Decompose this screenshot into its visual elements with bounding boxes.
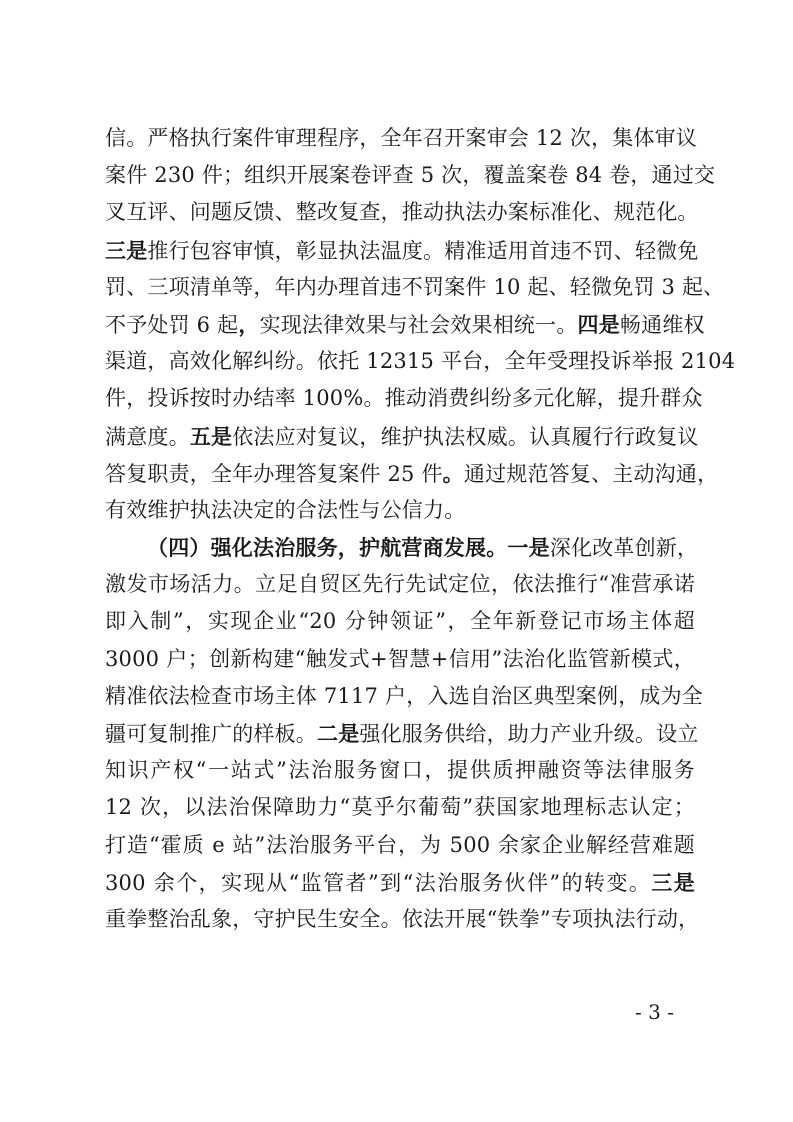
text-line: 有效维护执法决定的合法性与公信力。 [105,497,466,522]
section-heading: （四）强化法治服务，护航营商发展。 [147,535,508,561]
text-line: 罚、三项清单等，年内办理首违不罚案件 10 起、轻微免罚 3 起、 [105,274,725,299]
text-line: 知识产权“一站式”法治服务窗口，提供质押融资等法律服务 [105,758,695,783]
text-line: 满意度。五是依法应对复议，维护执法权威。认真履行行政复议 [105,423,699,449]
text-line: 件，投诉按时办结率 100%。推动消费纠纷多元化解，提升群众 [105,386,703,411]
body-text [105,120,736,938]
text-line: 信。严格执行案件审理程序，全年召开案审会 12 次，集体审议 [105,126,698,150]
text-line: 重拳整治乱象，守护民生安全。依法开展“铁拳”专项执法行动， [105,906,700,931]
text-line: 300 余个，实现从“监管者”到“法治服务伙伴”的转变。三是 [105,869,695,895]
section-heading-line: （四）强化法治服务，护航营商发展。一是深化改革创新， [147,535,699,561]
text-line: 激发市场活力。立足自贸区先行先试定位，依法推行“准营承诺 [105,572,695,597]
text-line: 疆可复制推广的样板。二是强化服务供给，助力产业升级。设立 [105,721,699,746]
text-line: 精准依法检查市场主体 7117 户，入选自治区典型案例，成为全 [105,683,703,708]
page-number: - 3 - [635,1000,674,1024]
text-line: 打造“霍质 e 站”法治服务平台，为 500 余家企业解经营难题 [105,832,695,857]
text-line: 3000 户；创新构建“触发式+智慧+信用”法治化监管新模式， [105,646,695,671]
text-line: 三是推行包容审慎，彰显执法温度。精准适用首违不罚、轻微免 [105,237,699,263]
text-line: 即入制”，实现企业“20 分钟领证”，全年新登记市场主体超 [105,609,695,634]
text-line: 答复职责，全年办理答复案件 25 件。通过规范答复、主动沟通， [105,460,719,486]
text-line: 案件 230 件；组织开展案卷评查 5 次，覆盖案卷 84 卷，通过交 [105,163,716,188]
text-line: 渠道，高效化解纠纷。依托 12315 平台，全年受理投诉举报 2104 [105,349,736,374]
text-line: 不予处罚 6 起，实现法律效果与社会效果相统一。四是畅通维权 [105,311,705,337]
text-line: 12 次，以法治保障助力“莫乎尔葡萄”获国家地理标志认定； [105,795,695,820]
text-line: 叉互评、问题反馈、整改复查，推动执法办案标准化、规范化。 [105,200,699,225]
